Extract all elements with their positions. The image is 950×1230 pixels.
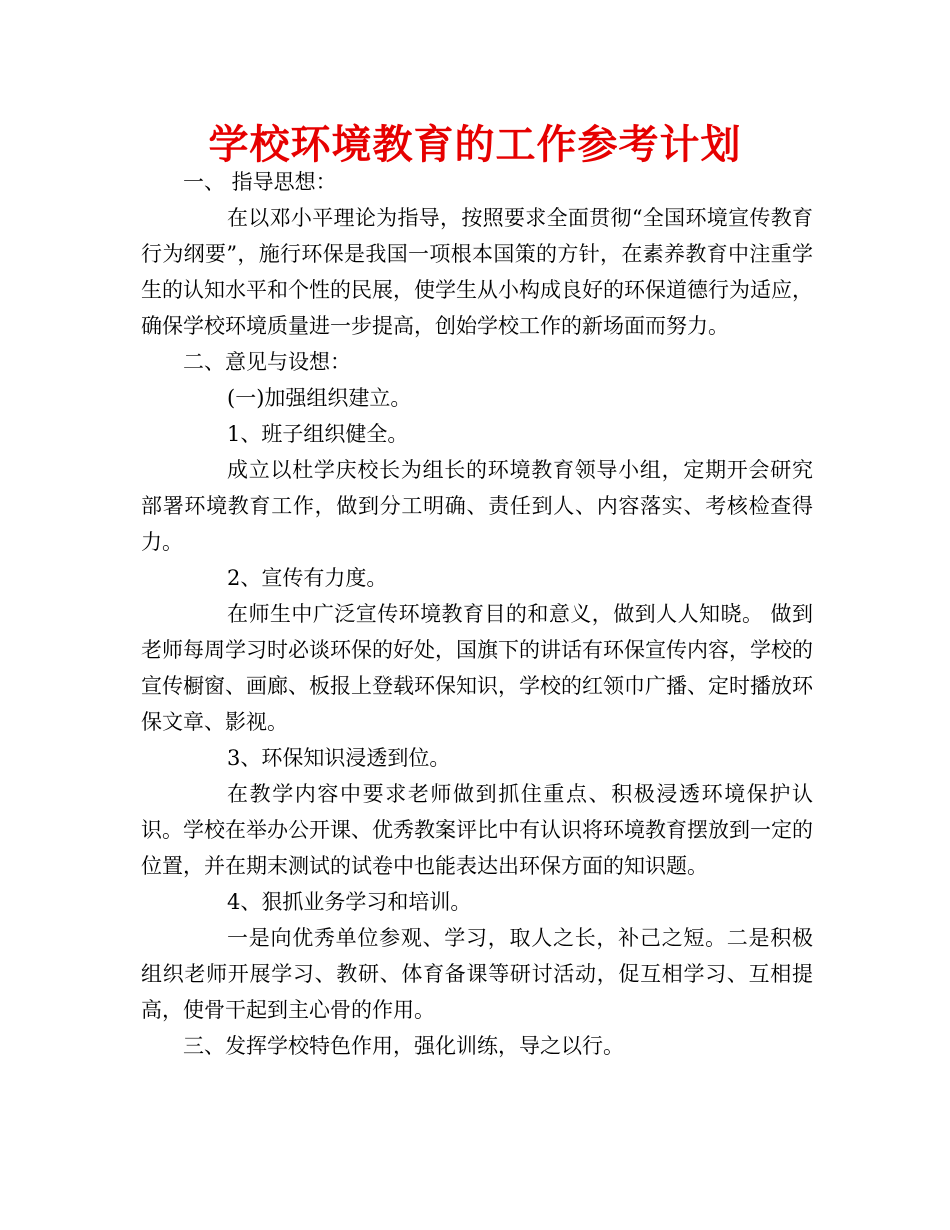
subsection-heading-organization: (一)加强组织建立。 (227, 386, 412, 410)
paragraph-item-2: 在师生中广泛宣传环境教育目的和意义，做到人人知晓。 做到老师每周学习时必谈环保的好处，国旗下的讲话有环保宣传内容，学校的宣传橱窗、画廊、板报上登载环保知识，学校的红领巾广播、定时播放环保文章、影视。 (141, 602, 813, 734)
paragraph-item-3: 在教学内容中要求老师做到抓住重点、积极浸透环境保护认识。学校在举办公开课、优秀教案评比中有认识将环境教育摆放到一定的位置，并在期末测试的试卷中也能表达出环保方面的知识题。 (141, 782, 813, 878)
item-heading-2: 2、宣传有力度。 (227, 566, 388, 590)
item-heading-4: 4、狠抓业务学习和培训。 (227, 890, 472, 914)
item-heading-3: 3、环保知识浸透到位。 (227, 746, 451, 770)
paragraph-item-1: 成立以杜学庆校长为组长的环境教育领导小组，定期开会研究部署环境教育工作，做到分工明确、责任到人、内容落实、考核检查得力。 (141, 458, 813, 554)
document-body (141, 164, 813, 1064)
paragraph-item-4: 一是向优秀单位参观、学习，取人之长，补己之短。二是积极组织老师开展学习、教研、体育备课等研讨活动，促互相学习、互相提高，使骨干起到主心骨的作用。 (141, 926, 813, 1022)
paragraph-guiding-thought: 在以邓小平理论为指导，按照要求全面贯彻“全国环境宣传教育行为纲要”，施行环保是我国一项根本国策的方针，在素养教育中注重学生的认知水平和个性的民展，使学生从小构成良好的环保道德行为适应，确保学校环境质量进一步提高，创始学校工作的新场面而努力。 (141, 206, 813, 338)
document-title: 学校环境教育的工作参考计划 (208, 122, 742, 168)
item-heading-1: 1、班子组织健全。 (227, 422, 409, 446)
section-heading-guiding-thought: 一、 指导思想： (183, 170, 337, 194)
section-heading-opinions: 二、意见与设想： (183, 350, 351, 374)
section-heading-school-features: 三、发挥学校特色作用，强化训练，导之以行。 (183, 1034, 624, 1058)
